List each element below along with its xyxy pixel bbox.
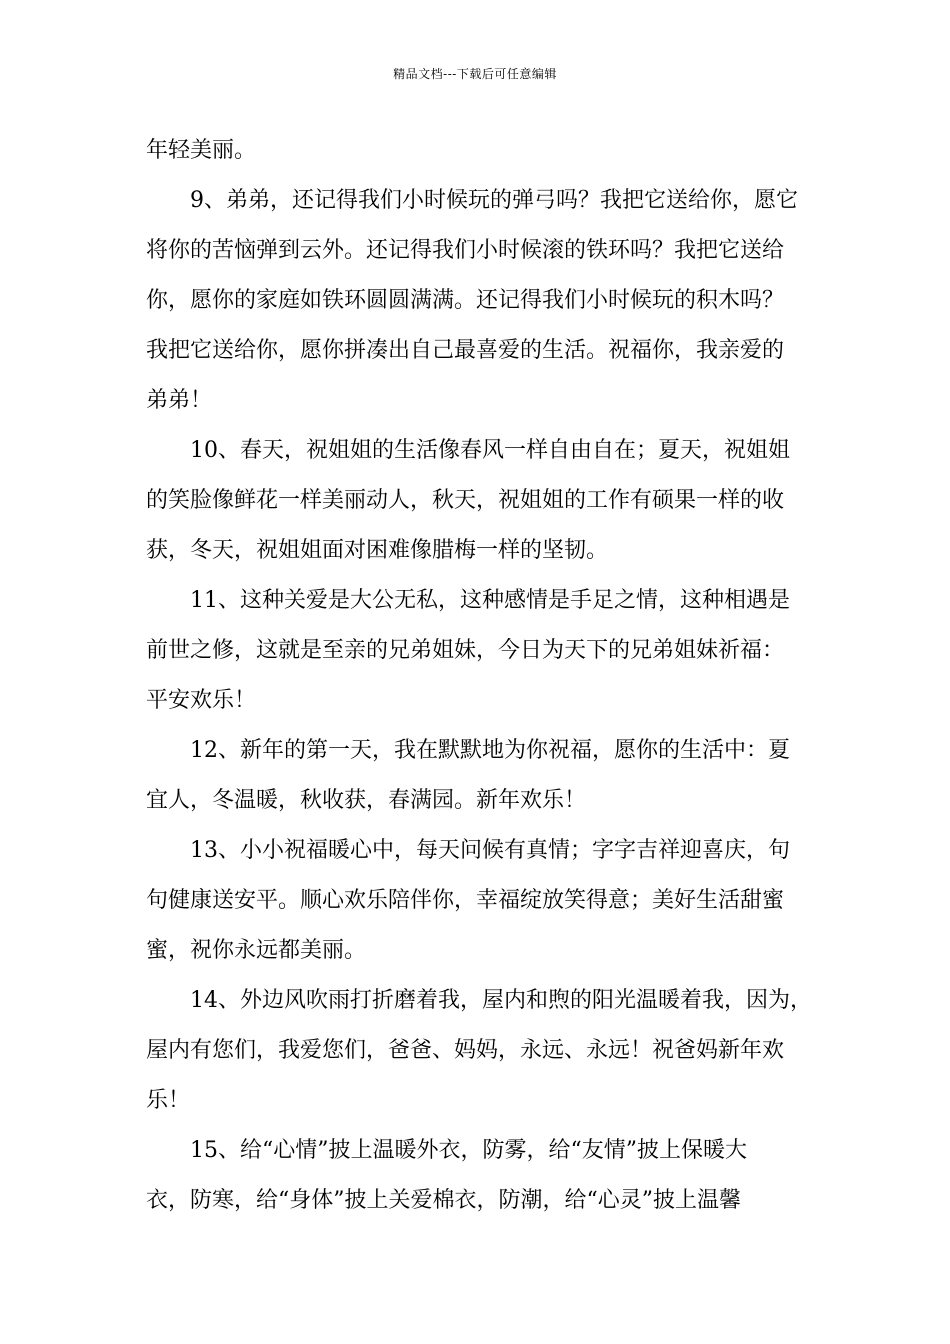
text-line: 获，冬天，祝姐姐面对困难像腊梅一样的坚韧。 bbox=[146, 538, 609, 563]
text-line: 宜人，冬温暖，秋收获，春满园。新年欢乐！ bbox=[146, 788, 587, 813]
page-header: 精品文档---下载后可任意编辑 bbox=[393, 67, 557, 81]
text-line: 弟弟！ bbox=[146, 388, 213, 413]
text-line: 9、弟弟，还记得我们小时候玩的弹弓吗？我把它送给你，愿它 bbox=[190, 188, 798, 213]
text-line: 将你的苦恼弹到云外。还记得我们小时候滚的铁环吗？我把它送给 bbox=[146, 238, 785, 263]
text-line: 我把它送给你，愿你拼凑出自己最喜爱的生活。祝福你，我亲爱的 bbox=[146, 338, 785, 363]
text-line: 12、新年的第一天，我在默默地为你祝福，愿你的生活中：夏 bbox=[190, 738, 790, 763]
text-line: 11、这种关爱是大公无私，这种感情是手足之情，这种相遇是 bbox=[190, 588, 790, 613]
text-line: 前世之修，这就是至亲的兄弟姐妹，今日为天下的兄弟姐妹祈福： bbox=[146, 638, 785, 663]
text-line: 蜜，祝你永远都美丽。 bbox=[146, 938, 367, 963]
text-line: 屋内有您们，我爱您们，爸爸、妈妈，永远、永远！祝爸妈新年欢 bbox=[146, 1038, 785, 1063]
text-line: 乐！ bbox=[146, 1088, 191, 1113]
text-line: 10、春天，祝姐姐的生活像春风一样自由自在；夏天，祝姐姐 bbox=[190, 438, 790, 463]
text-line: 15、给“心情”披上温暖外衣，防雾，给“友情”披上保暖大 bbox=[190, 1138, 747, 1163]
text-line: 句健康送安平。顺心欢乐陪伴你，幸福绽放笑得意；美好生活甜蜜 bbox=[146, 888, 785, 913]
text-line: 的笑脸像鲜花一样美丽动人，秋天，祝姐姐的工作有硕果一样的收 bbox=[146, 488, 785, 513]
text-line: 年轻美丽。 bbox=[146, 138, 257, 163]
text-line: 你，愿你的家庭如铁环圆圆满满。还记得我们小时候玩的积木吗？ bbox=[146, 288, 785, 313]
text-line: 14、外边风吹雨打折磨着我，屋内和煦的阳光温暖着我，因为， bbox=[190, 988, 812, 1013]
text-line: 平安欢乐！ bbox=[146, 688, 257, 713]
document-body bbox=[146, 126, 810, 1226]
text-line: 衣，防寒，给“身体”披上关爱棉衣，防潮，给“心灵”披上温馨 bbox=[146, 1188, 741, 1213]
text-line: 13、小小祝福暖心中，每天问候有真情；字字吉祥迎喜庆，句 bbox=[190, 838, 790, 863]
